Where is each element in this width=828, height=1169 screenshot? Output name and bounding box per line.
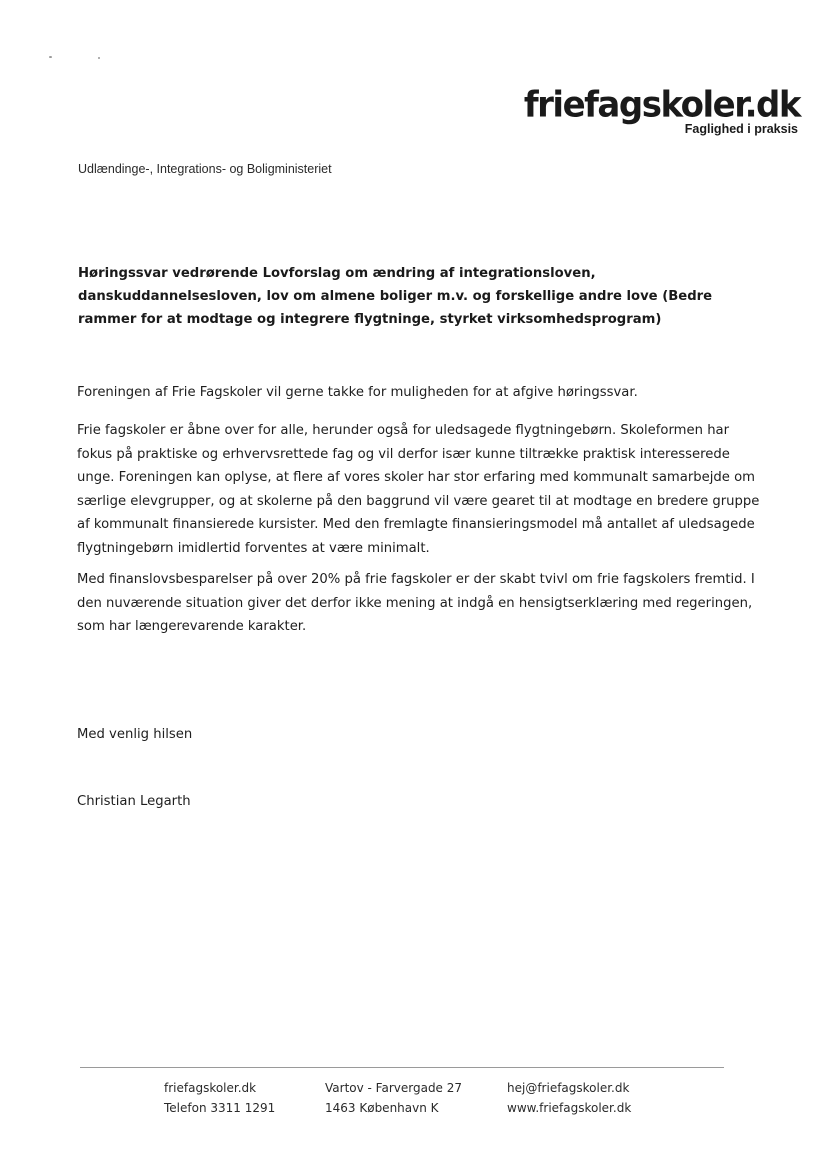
footer-city: 1463 København K: [325, 1101, 439, 1115]
scan-speck: [49, 56, 52, 58]
footer-email: hej@friefagskoler.dk: [507, 1081, 630, 1095]
letterhead: [524, 86, 800, 136]
closing: Med venlig hilsen: [77, 727, 193, 742]
signature: Christian Legarth: [77, 794, 191, 809]
footer-col-contact: [507, 1078, 631, 1118]
footer-url: www.friefagskoler.dk: [507, 1101, 632, 1115]
footer-col-address: [325, 1078, 462, 1118]
footer-col-website: [164, 1078, 275, 1118]
footer-divider: [80, 1067, 724, 1068]
body-paragraph-1: Foreningen af Frie Fagskoler vil gerne takke for muligheden for at afgive høringssvar.: [77, 385, 638, 400]
logo: friefagskoler.dk: [523, 84, 800, 126]
body-paragraph-2: Frie fagskoler er åbne over for alle, herunder også for uledsagede flygtningebørn. Skoleformen har fokus på praktiske og erhvervsrettede fag og vil derfor især kunne tiltrække praktisk interesserede unge. Foreningen kan oplyse, at flere af vores skoler har stor erfaring med kommunalt samarbejde om særlige elevgrupper, og at skolerne på den baggrund vil være gearet til at modtage en bredere gruppe af kommunalt finansierede kursister. Med den fremlagte finansieringsmodel må antallet af uledsagede flygtningebørn imidlertid forventes at være minimalt.: [77, 423, 760, 556]
footer-website: friefagskoler.dk: [164, 1081, 257, 1095]
footer-phone: Telefon 3311 1291: [164, 1101, 276, 1115]
tagline: Faglighed i praksis: [684, 122, 798, 136]
footer-street: Vartov - Farvergade 27: [325, 1081, 463, 1095]
body-paragraph-3: Med finanslovsbesparelser på over 20% på frie fagskoler er der skabt tvivl om frie fagskolers fremtid. I den nuværende situation giver det derfor ikke mening at indgå en hensigtserklæring med regeringen, som har længerevarende karakter.: [77, 572, 755, 634]
subject-heading: Høringssvar vedrørende Lovforslag om ændring af integrationsloven, danskuddannelsesloven, lov om almene boliger m.v. og forskellige andre love (Bedre rammer for at modtage og integrere flygtninge, styrket virksomhedsprogram): [78, 266, 713, 327]
scan-speck: [98, 57, 100, 59]
recipient: Udlændinge-, Integrations- og Boligministeriet: [78, 162, 332, 176]
